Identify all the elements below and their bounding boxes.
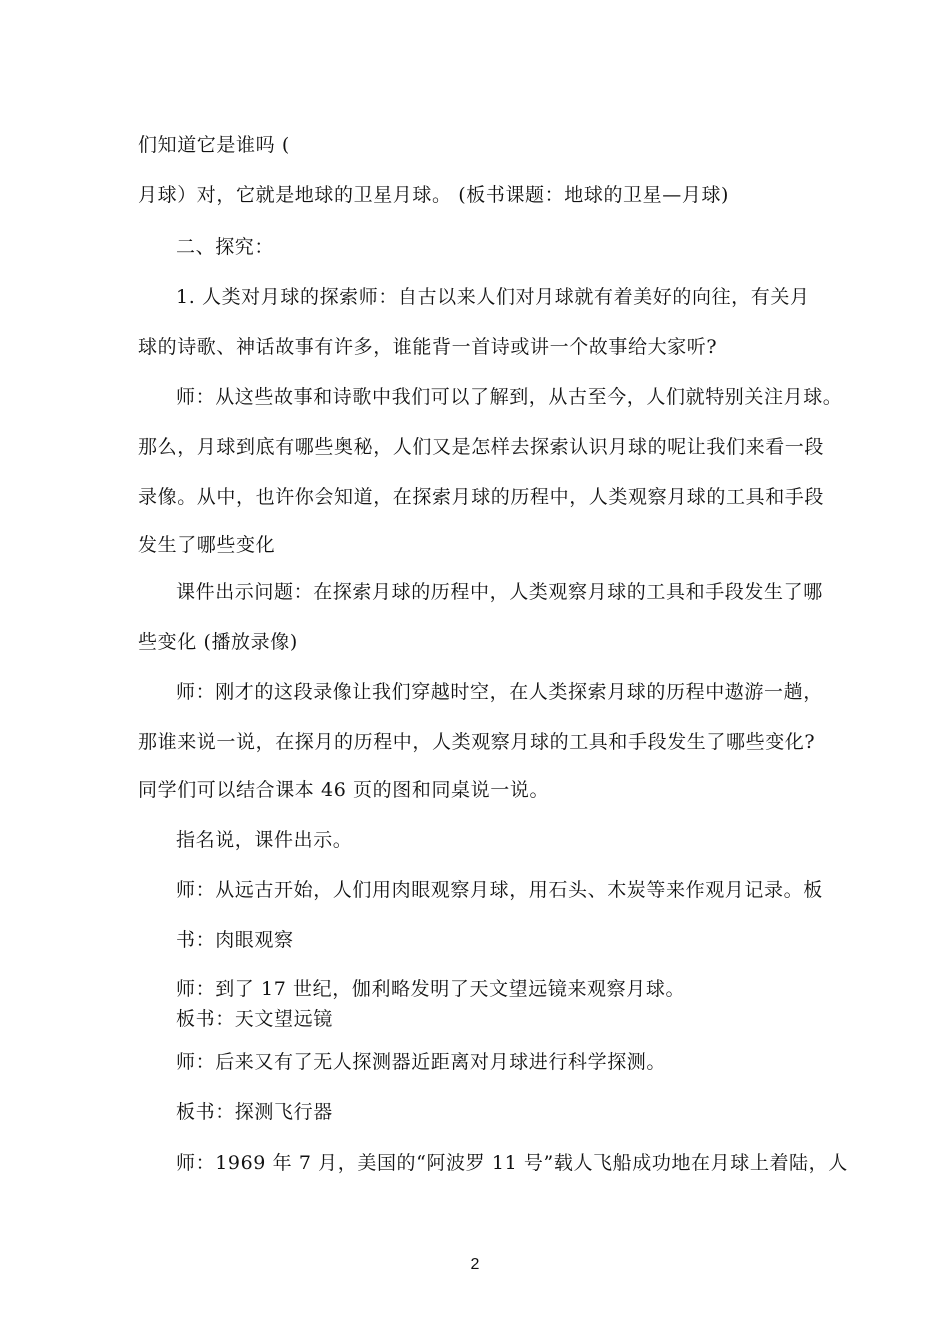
text-line: 球的诗歌、神话故事有许多，谁能背一首诗或讲一个故事给大家听? <box>138 336 718 358</box>
text-line: 师：从这些故事和诗歌中我们可以了解到，从古至今，人们就特别关注月球。 <box>176 386 843 408</box>
text-line: 指名说，课件出示。 <box>176 829 353 851</box>
text-line: 二、探究： <box>176 236 275 258</box>
text-line: 师：刚才的这段录像让我们穿越时空，在人类探索月球的历程中遨游一趟， <box>176 681 823 703</box>
text-line: 板书：探测飞行器 <box>176 1101 333 1123</box>
text-line: 录像。从中，也许你会知道，在探索月球的历程中，人类观察月球的工具和手段 <box>138 486 825 508</box>
text-line: 书：肉眼观察 <box>176 929 294 951</box>
text-line: 板书：天文望远镜 <box>176 1008 333 1030</box>
text-line: 师：从远古开始，人们用肉眼观察月球，用石头、木炭等来作观月记录。板 <box>176 879 823 901</box>
text-line: 那么，月球到底有哪些奥秘，人们又是怎样去探索认识月球的呢让我们来看一段 <box>138 436 825 458</box>
text-line: 师：1969 年 7 月，美国的“阿波罗 11 号”载人飞船成功地在月球上着陆，人 <box>176 1152 848 1174</box>
text-line: 1. 人类对月球的探索师：自古以来人们对月球就有着美好的向往，有关月 <box>176 286 810 308</box>
text-line: 课件出示问题：在探索月球的历程中，人类观察月球的工具和手段发生了哪 <box>176 581 823 603</box>
text-line: 发生了哪些变化 <box>138 534 276 556</box>
text-line: 些变化 (播放录像) <box>138 631 298 653</box>
text-line: 那谁来说一说，在探月的历程中，人类观察月球的工具和手段发生了哪些变化? <box>138 731 816 753</box>
text-line: 师：到了 17 世纪，伽利略发明了天文望远镜来观察月球。 <box>176 978 686 1000</box>
text-line: 们知道它是谁吗 ( <box>138 134 290 156</box>
text-line: 月球）对，它就是地球的卫星月球。 (板书课题：地球的卫星—月球) <box>138 184 730 206</box>
text-line: 同学们可以结合课本 46 页的图和同桌说一说。 <box>138 779 550 801</box>
text-line: 师：后来又有了无人探测器近距离对月球进行科学探测。 <box>176 1051 667 1073</box>
page-number: 2 <box>470 1256 480 1273</box>
